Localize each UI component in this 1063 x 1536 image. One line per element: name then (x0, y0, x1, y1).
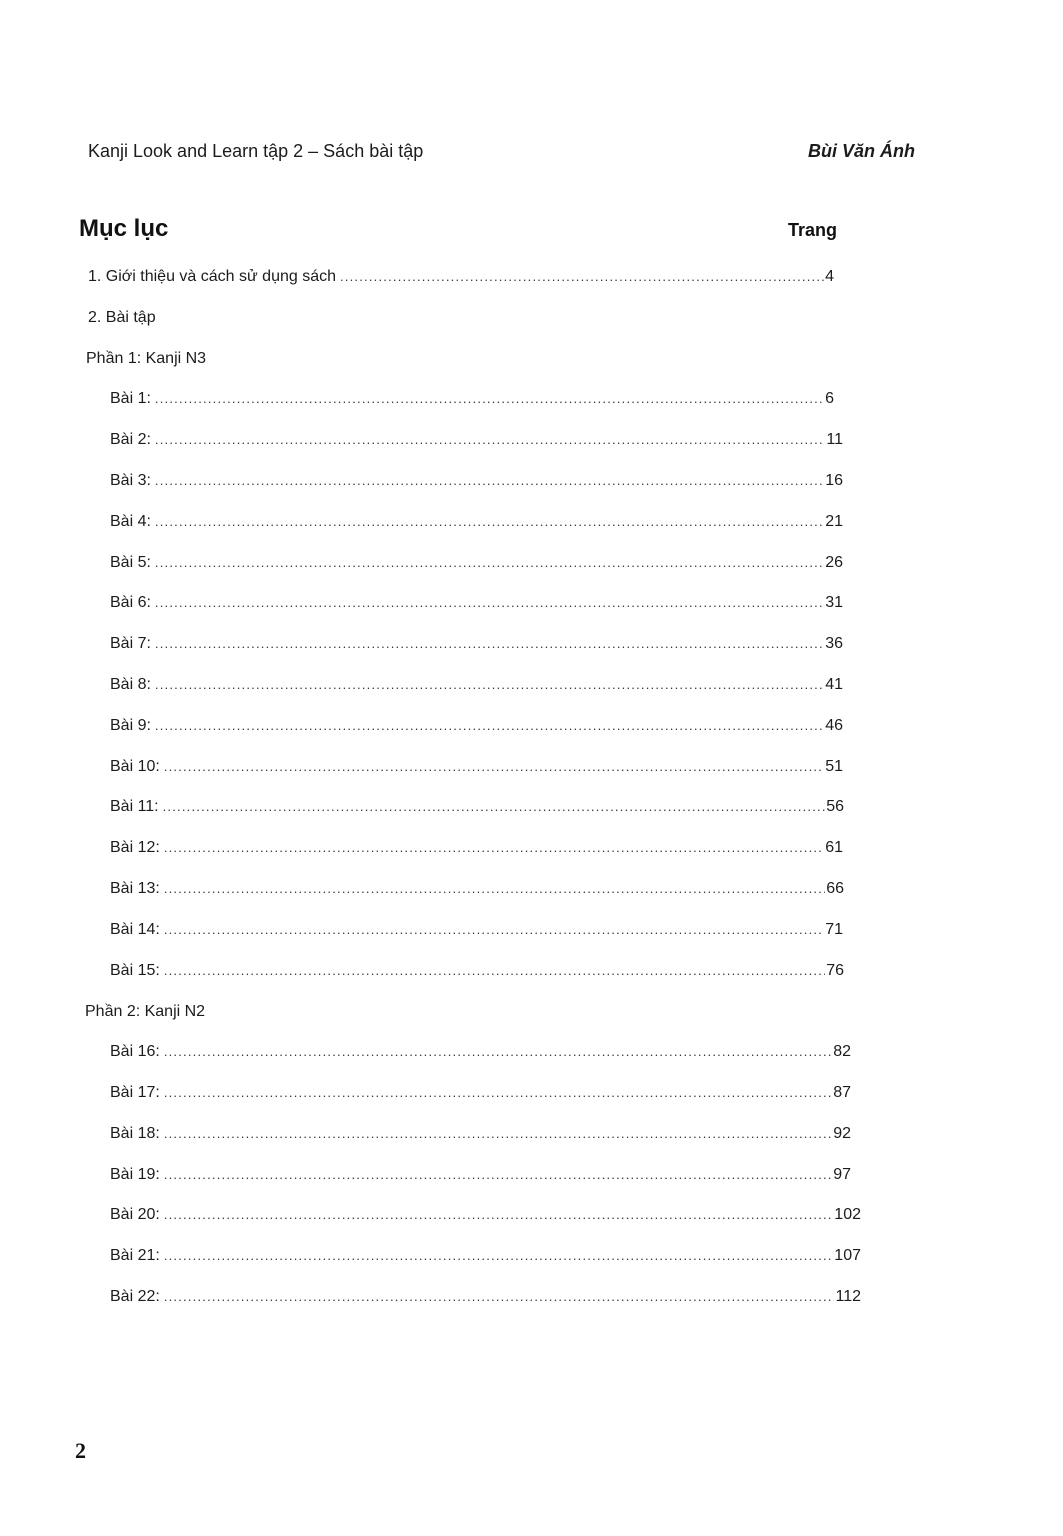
toc-entry-page: 102 (834, 1206, 861, 1223)
dot-leader (155, 636, 824, 651)
toc-entry-page: 66 (826, 880, 844, 897)
toc-entry-label: Bài 7: (110, 635, 151, 652)
toc-entry-label: Bài 6: (110, 594, 151, 611)
toc-entry-lesson[interactable] (110, 798, 844, 816)
dot-leader (155, 677, 824, 692)
dot-leader (155, 432, 825, 447)
toc-entry-label: Bài 14: (110, 921, 160, 938)
toc-entry-lesson[interactable] (110, 513, 843, 531)
dot-leader (164, 1126, 832, 1141)
toc-entry-lesson[interactable] (110, 1166, 851, 1184)
toc-entry-label: Bài 1: (110, 390, 151, 407)
dot-leader (164, 1289, 835, 1304)
toc-entry-page: 36 (825, 635, 843, 652)
dot-leader (155, 718, 824, 733)
toc-entry-lesson[interactable] (110, 962, 844, 980)
toc-entry-label: Bài 13: (110, 880, 160, 897)
toc-entry-page: 112 (835, 1288, 861, 1305)
toc-entry-page: 92 (833, 1125, 851, 1142)
toc-entry-page: 21 (825, 513, 843, 530)
toc-entry-lesson[interactable] (110, 472, 843, 490)
toc-heading: Mục lục (79, 215, 169, 242)
toc-entry-page: 4 (825, 268, 834, 285)
dot-leader (163, 799, 826, 814)
toc-entry-page: 82 (833, 1043, 851, 1060)
toc-entry-page: 46 (825, 717, 843, 734)
dot-leader (164, 1085, 832, 1100)
toc-entry-intro[interactable] (88, 268, 834, 286)
dot-leader (155, 555, 824, 570)
toc-section-exercises: 2. Bài tập (88, 309, 156, 326)
toc-entry-page: 56 (826, 798, 844, 815)
toc-entry-lesson[interactable] (110, 717, 843, 735)
toc-entry-page: 97 (833, 1166, 851, 1183)
toc-entry-lesson[interactable] (110, 758, 843, 776)
toc-entry-lesson[interactable] (110, 1125, 851, 1143)
dot-leader (155, 391, 824, 406)
toc-entry-page: 31 (825, 594, 843, 611)
toc-entry-lesson[interactable] (110, 676, 843, 694)
toc-entry-label: Bài 9: (110, 717, 151, 734)
toc-entry-lesson[interactable] (110, 1247, 861, 1265)
toc-entry-lesson[interactable] (110, 390, 834, 408)
toc-entry-label: Bài 19: (110, 1166, 160, 1183)
dot-leader (164, 1248, 833, 1263)
toc-entry-label: Bài 5: (110, 554, 151, 571)
toc-entry-label: Bài 17: (110, 1084, 160, 1101)
toc-entry-lesson[interactable] (110, 1084, 851, 1102)
running-header-author: Bùi Văn Ánh (808, 141, 915, 161)
dot-leader (155, 595, 824, 610)
toc-entry-page: 6 (825, 390, 834, 407)
toc-entry-label: Bài 20: (110, 1206, 160, 1223)
toc-entry-lesson[interactable] (110, 880, 844, 898)
toc-entry-label: Bài 11: (110, 798, 159, 815)
toc-entry-lesson[interactable] (110, 594, 843, 612)
dot-leader (155, 514, 824, 529)
toc-entry-page: 71 (825, 921, 843, 938)
toc-entry-page: 76 (826, 962, 844, 979)
toc-entry-lesson[interactable] (110, 635, 843, 653)
dot-leader (340, 269, 824, 284)
dot-leader (164, 922, 824, 937)
dot-leader (164, 1167, 832, 1182)
toc-entry-label: Bài 21: (110, 1247, 160, 1264)
toc-entry-page: 16 (825, 472, 843, 489)
dot-leader (164, 1044, 832, 1059)
toc-part1-label: Phần 1: Kanji N3 (86, 350, 207, 367)
toc-entry-label: Bài 22: (110, 1288, 160, 1305)
dot-leader (155, 473, 824, 488)
dot-leader (164, 1207, 833, 1222)
toc-entry-label: Bài 12: (110, 839, 160, 856)
toc-entry-page: 107 (834, 1247, 861, 1264)
toc-entry-label: Bài 2: (110, 431, 151, 448)
page-number: 2 (75, 1438, 86, 1463)
toc-entry-lesson[interactable] (110, 839, 843, 857)
toc-page-column-label: Trang (788, 220, 838, 240)
toc-entry-label: Bài 16: (110, 1043, 160, 1060)
toc-entry-page: 26 (825, 554, 843, 571)
running-header-title: Kanji Look and Learn tập 2 – Sách bài tập (88, 141, 424, 161)
toc-entry-page: 41 (825, 676, 843, 693)
toc-entry-label: Bài 8: (110, 676, 151, 693)
toc-entry-lesson[interactable] (110, 1206, 861, 1224)
dot-leader (164, 963, 825, 978)
toc-entry-label: Bài 15: (110, 962, 160, 979)
toc-part2-label: Phần 2: Kanji N2 (85, 1003, 206, 1020)
toc-entry-page: 51 (825, 758, 843, 775)
toc-entry-page: 87 (833, 1084, 851, 1101)
dot-leader (164, 759, 824, 774)
toc-entry-lesson[interactable] (110, 431, 843, 449)
toc-entry-label: Bài 4: (110, 513, 151, 530)
toc-entry-page: 61 (825, 839, 843, 856)
toc-entry-page: 11 (826, 431, 843, 448)
toc-entry-lesson[interactable] (110, 1043, 851, 1061)
toc-entry-label: Bài 10: (110, 758, 160, 775)
toc-entry-lesson[interactable] (110, 921, 843, 939)
dot-leader (164, 881, 825, 896)
toc-entry-lesson[interactable] (110, 1288, 861, 1306)
dot-leader (164, 840, 824, 855)
toc-entry-label: 1. Giới thiệu và cách sử dụng sách (88, 268, 336, 285)
toc-entry-lesson[interactable] (110, 554, 843, 572)
toc-entry-label: Bài 3: (110, 472, 151, 489)
toc-entry-label: Bài 18: (110, 1125, 160, 1142)
